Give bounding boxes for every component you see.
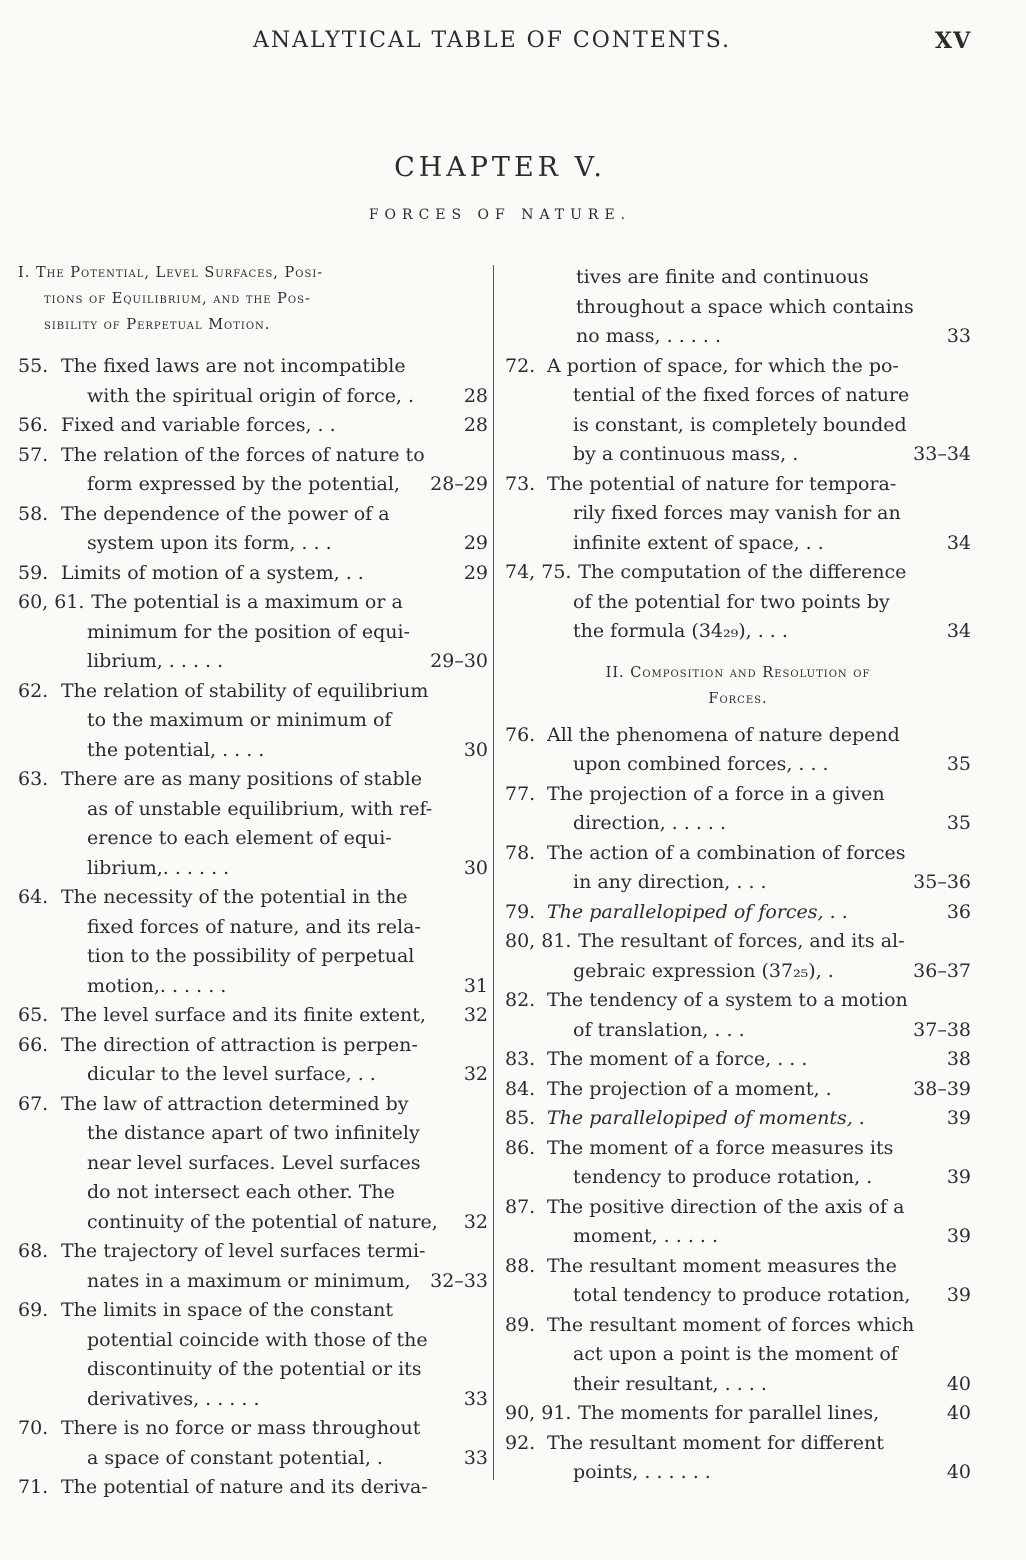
entry-text: The moment of a force, . . . <box>547 1048 808 1070</box>
section-heading-line: I. The Potential, Level Surfaces, Posi- <box>18 265 324 281</box>
entry-text: The resultant moment measures the <box>547 1254 897 1277</box>
entry-page: 33 <box>946 325 971 347</box>
entry-text: potential coincide with those of the <box>87 1328 428 1351</box>
entry-page: 33 <box>463 1387 488 1410</box>
entry-text: tion to the possibility of perpetual <box>87 945 415 967</box>
entry-page: 40 <box>946 1372 971 1395</box>
entry-number: 79. <box>505 900 536 923</box>
entry-text: The parallelopiped of forces, . . <box>547 900 848 923</box>
entry-text: form expressed by the potential, <box>87 473 400 495</box>
entry-number: 56. <box>18 414 49 436</box>
entry-number: 69. <box>18 1299 49 1321</box>
entry-number: 64. <box>18 886 49 908</box>
entry-text: The resultant moment for different <box>547 1431 884 1454</box>
entry-text: The parallelopiped of moments, . <box>547 1107 865 1129</box>
running-head <box>0 28 1026 60</box>
entry-number: 70. <box>18 1417 49 1439</box>
entry-text: erence to each element of equi- <box>87 827 392 849</box>
entry-text: the potential, . . . . <box>87 738 265 761</box>
entry-number: 66. <box>18 1033 49 1056</box>
entry-number: 58. <box>18 502 49 525</box>
entry-text: The relation of stability of equilibrium <box>61 679 429 702</box>
entry-text: rily fixed forces may vanish for an <box>573 502 901 524</box>
entry-text: their resultant, . . . . <box>573 1372 767 1395</box>
entry-number: 77. <box>505 782 536 805</box>
entry-number: 82. <box>505 989 536 1011</box>
entry-text: as of unstable equilibrium, with ref- <box>87 797 433 820</box>
entry-page: 33–34 <box>913 443 971 465</box>
entry-page: 32–33 <box>430 1269 488 1292</box>
entry-text: of the potential for two points by <box>573 590 890 613</box>
section-heading <box>18 260 458 338</box>
section-heading <box>505 660 971 712</box>
entry-text: The direction of attraction is perpen- <box>61 1033 418 1056</box>
entry-text: total tendency to produce rotation, <box>573 1284 911 1306</box>
chapter-subtitle: FORCES OF NATURE. <box>368 207 632 223</box>
entry-page: 39 <box>946 1225 971 1247</box>
entry-text: minimum for the position of equi- <box>87 620 410 643</box>
entry-number: 68. <box>18 1240 49 1262</box>
entry-number: 60, 61. <box>18 591 85 613</box>
entry-number: 83. <box>505 1048 536 1070</box>
entry-text: The projection of a moment, . <box>547 1077 832 1100</box>
entry-text: tives are finite and continuous <box>576 266 869 288</box>
entry-text: The trajectory of level surfaces termi- <box>61 1240 426 1262</box>
entry-text: throughout a space which contains <box>576 295 914 318</box>
entry-text: is constant, is completely bounded <box>573 413 907 436</box>
entry-text: A portion of space, for which the po- <box>547 354 899 377</box>
entry-text: do not intersect each other. The <box>87 1181 395 1203</box>
entry-page: 40 <box>946 1402 971 1424</box>
entry-page: 35 <box>946 812 971 834</box>
entry-page: 28–29 <box>430 473 488 495</box>
entry-text: the formula (34₂₉), . . . <box>573 620 788 642</box>
entry-text: upon combined forces, . . . <box>573 753 829 775</box>
entry-page: 40 <box>946 1461 971 1483</box>
entry-page: 38 <box>946 1048 971 1070</box>
entry-text: fixed forces of nature, and its rela- <box>87 915 421 938</box>
entry-number: 92. <box>505 1431 536 1454</box>
entry-page: 34 <box>946 531 971 554</box>
entry-text: The dependence of the power of a <box>61 502 390 525</box>
entry-text: The projection of a force in a given <box>547 782 885 805</box>
entry-text: nates in a maximum or minimum, <box>87 1269 411 1292</box>
entry-text: The limits in space of the constant <box>61 1299 393 1321</box>
entry-text: a space of constant potential, . <box>87 1446 383 1469</box>
entry-page: 31 <box>463 974 488 997</box>
entry-text: The potential is a maximum or a <box>91 591 403 613</box>
entry-page: 34 <box>946 620 971 642</box>
entry-text: The computation of the difference <box>578 561 907 583</box>
entry-page: 39 <box>946 1166 971 1188</box>
entry-text: no mass, . . . . . <box>576 325 721 347</box>
entry-text: discontinuity of the potential or its <box>87 1358 422 1380</box>
entry-text: gebraic expression (37₂₅), . <box>573 959 834 982</box>
entry-text: dicular to the level surface, . . <box>87 1063 376 1085</box>
entry-text: The moment of a force measures its <box>547 1136 894 1159</box>
entry-number: 90, 91. <box>505 1402 572 1424</box>
entry-text: points, . . . . . . <box>573 1461 711 1483</box>
entry-number: 72. <box>505 354 536 377</box>
entry-text: moment, . . . . . <box>573 1225 719 1247</box>
entry-number: 76. <box>505 723 536 746</box>
entry-text: near level surfaces. Level surfaces <box>87 1151 421 1174</box>
entry-page: 37–38 <box>913 1018 971 1041</box>
entry-number: 88. <box>505 1254 536 1277</box>
entry-number: 65. <box>18 1004 49 1026</box>
entry-number: 80, 81. <box>505 930 572 952</box>
entry-page: 35–36 <box>913 871 971 893</box>
entry-page: 29 <box>463 532 488 554</box>
section-heading-line: tions of Equilibrium, and the Pos- <box>44 291 311 307</box>
section-heading-line: sibility of Perpetual Motion. <box>44 317 271 333</box>
entry-page: 30 <box>463 738 488 761</box>
entry-text: derivatives, . . . . . <box>87 1387 260 1410</box>
entry-number: 67. <box>18 1092 49 1115</box>
entry-number: 63. <box>18 768 49 790</box>
entry-page: 33 <box>463 1446 488 1469</box>
column-divider <box>493 265 494 1480</box>
entry-text: The potential of nature for tempora- <box>547 472 897 495</box>
entry-page: 35 <box>946 753 971 775</box>
entry-text: to the maximum or minimum of <box>87 709 392 731</box>
entry-text: librium,. . . . . . <box>87 856 230 879</box>
entry-text: The fixed laws are not incompatible <box>61 355 406 377</box>
entry-text: All the phenomena of nature depend <box>547 723 900 746</box>
entry-text: The resultant of forces, and its al- <box>578 930 905 952</box>
entry-text: the distance apart of two infinitely <box>87 1122 420 1144</box>
entry-number: 89. <box>505 1313 536 1336</box>
entry-number: 84. <box>505 1077 536 1100</box>
entry-text: librium, . . . . . <box>87 650 224 672</box>
entry-number: 55. <box>18 355 49 377</box>
entry-text: The law of attraction determined by <box>61 1092 409 1115</box>
entry-text: The potential of nature and its deriva- <box>61 1476 428 1498</box>
running-head-title: ANALYTICAL TABLE OF CONTENTS. <box>253 28 731 53</box>
entry-page: 36 <box>946 900 971 923</box>
entry-number: 86. <box>505 1136 536 1159</box>
entry-text: The level surface and its finite extent, <box>61 1004 426 1026</box>
entry-text: act upon a point is the moment of <box>573 1343 898 1365</box>
entry-page: 32 <box>463 1004 488 1026</box>
entry-number: 85. <box>505 1107 536 1129</box>
entry-text: The relation of the forces of nature to <box>61 443 425 466</box>
entry-text: tendency to produce rotation, . <box>573 1166 873 1188</box>
entry-number: 73. <box>505 472 536 495</box>
entry-text: continuity of the potential of nature, <box>87 1210 438 1233</box>
entry-page: 29 <box>463 561 488 584</box>
section-heading-line: II. Composition and Resolution of <box>605 664 871 681</box>
entry-number: 57. <box>18 443 49 466</box>
entry-text: The action of a combination of forces <box>547 841 906 864</box>
entry-page: 29–30 <box>430 650 488 672</box>
entry-page: 30 <box>463 856 488 879</box>
entry-text: Fixed and variable forces, . . <box>61 414 336 436</box>
entry-text: The tendency of a system to a motion <box>547 989 908 1011</box>
entry-text: system upon its form, . . . <box>87 532 332 554</box>
entry-text: The resultant moment of forces which <box>547 1313 915 1336</box>
entry-text: in any direction, . . . <box>573 871 767 893</box>
entry-text: by a continuous mass, . <box>573 443 799 465</box>
entry-number: 62. <box>18 679 49 702</box>
entry-text: Limits of motion of a system, . . <box>61 561 364 584</box>
entry-text: motion,. . . . . . <box>87 974 227 997</box>
entry-page: 38–39 <box>913 1077 971 1100</box>
entry-page: 36–37 <box>913 959 971 982</box>
entry-text: direction, . . . . . <box>573 812 727 834</box>
entry-page: 39 <box>946 1284 971 1306</box>
page-number: XV <box>935 28 972 54</box>
entry-text: infinite extent of space, . . <box>573 531 824 554</box>
entry-page: 28 <box>463 384 488 407</box>
entry-text: The positive direction of the axis of a <box>547 1195 905 1218</box>
entry-text: with the spiritual origin of force, . <box>87 384 415 407</box>
entry-text: There are as many positions of stable <box>61 768 422 790</box>
entry-text: tential of the fixed forces of nature <box>573 384 910 406</box>
entry-page: 32 <box>463 1063 488 1085</box>
entry-number: 59. <box>18 561 49 584</box>
entry-text: of translation, . . . <box>573 1018 745 1041</box>
entry-text: The moments for parallel lines, <box>578 1402 880 1424</box>
entry-number: 74, 75. <box>505 561 572 583</box>
entry-text: The necessity of the potential in the <box>61 886 408 908</box>
entry-page: 39 <box>946 1107 971 1129</box>
entry-number: 87. <box>505 1195 536 1218</box>
entry-number: 71. <box>18 1476 49 1498</box>
chapter-title: CHAPTER V. <box>394 152 606 183</box>
entry-number: 78. <box>505 841 536 864</box>
section-heading-line: Forces. <box>708 690 768 707</box>
entry-page: 28 <box>463 414 488 436</box>
entry-text: There is no force or mass throughout <box>61 1417 421 1439</box>
entry-page: 32 <box>463 1210 488 1233</box>
